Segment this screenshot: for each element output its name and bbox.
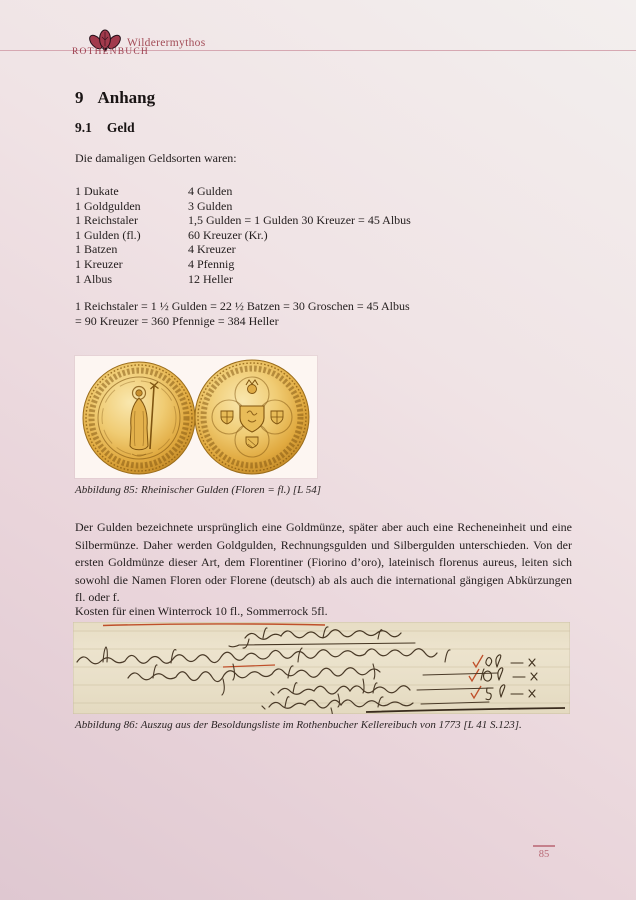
currency-value: 4 Pfennig [188,256,235,271]
coin-obverse [83,362,195,474]
table-row [75,213,572,228]
equivalence-line: = 90 Kreuzer = 360 Pfennige = 384 Heller [75,313,279,328]
section-heading [75,120,135,136]
currency-value: 4 Gulden [188,184,233,198]
figure-86-caption: Abbildung 86: Auszug aus der Besoldungsliste im Rothenbucher Kellereibuch von 1773 [L 41 S.123]. [75,719,522,731]
manuscript-illustration [73,622,570,714]
equivalence-text [75,299,410,328]
currency-unit: 1 Albus [75,271,113,286]
currency-value: 1,5 Gulden = 1 Gulden 30 Kreuzer = 45 Albus [188,213,411,228]
table-row [75,272,572,287]
gulden-coins-illustration [75,356,317,478]
page-number: 85 [538,849,550,860]
currency-table [75,184,572,286]
table-row [75,257,572,272]
currency-unit: 1 Kreuzer [75,256,123,271]
section-number: 9.1 [75,120,92,135]
currency-value: 4 Kreuzer [188,242,236,257]
currency-unit: 1 Batzen [75,242,118,257]
costs-line: Kosten für einen Winterrock 10 fl., Sommerrock 5fl. [75,604,328,618]
table-row [75,184,572,199]
currency-value: 60 Kreuzer (Kr.) [188,227,268,242]
page-number-rule [533,845,555,847]
currency-unit: 1 Dukate [75,184,119,198]
currency-unit: 1 Goldgulden [75,198,141,213]
rothenbuch-wordmark: ROTHENBUCH [72,47,149,57]
gulden-paragraph: Der Gulden bezeichnete ursprünglich eine Goldmünze, später aber auch eine Recheneinheit und eine Silbermünze. Daher werden Goldgulden, Rechnungsgulden und Silbergulden unterschieden. Von der ersten Goldmünze dieser Art, dem Florentiner (Fiorino d’oro), lateinisch florenus aureus, leiten sich sowohl die Namen Floren oder Florene (deutsch) ab als auch die international gängigen Abkürzungen fl. oder f. [75,520,572,605]
table-row [75,242,572,257]
intro-text: Die damaligen Geldsorten waren: [75,151,237,165]
chapter-title: Anhang [97,88,156,107]
chapter-heading [75,88,155,108]
section-title: Geld [106,120,135,135]
figure-manuscript-image [73,622,570,714]
chapter-number: 9 [75,88,84,107]
page-number-block [531,845,557,860]
book-title: Wilderermythos [127,37,206,49]
table-row [75,228,572,243]
equivalence-line: 1 Reichstaler = 1 ½ Gulden = 22 ½ Batzen = 30 Groschen = 45 Albus [75,299,410,313]
currency-unit: 1 Reichstaler [75,213,138,228]
table-row [75,199,572,214]
figure-85-caption: Abbildung 85: Rheinischer Gulden (Floren = fl.) [L 54] [75,484,322,496]
figure-coins-image [75,356,317,478]
coin-reverse [195,360,309,474]
currency-unit: 1 Gulden (fl.) [75,227,141,242]
currency-value: 3 Gulden [188,198,233,213]
currency-value: 12 Heller [188,271,233,286]
